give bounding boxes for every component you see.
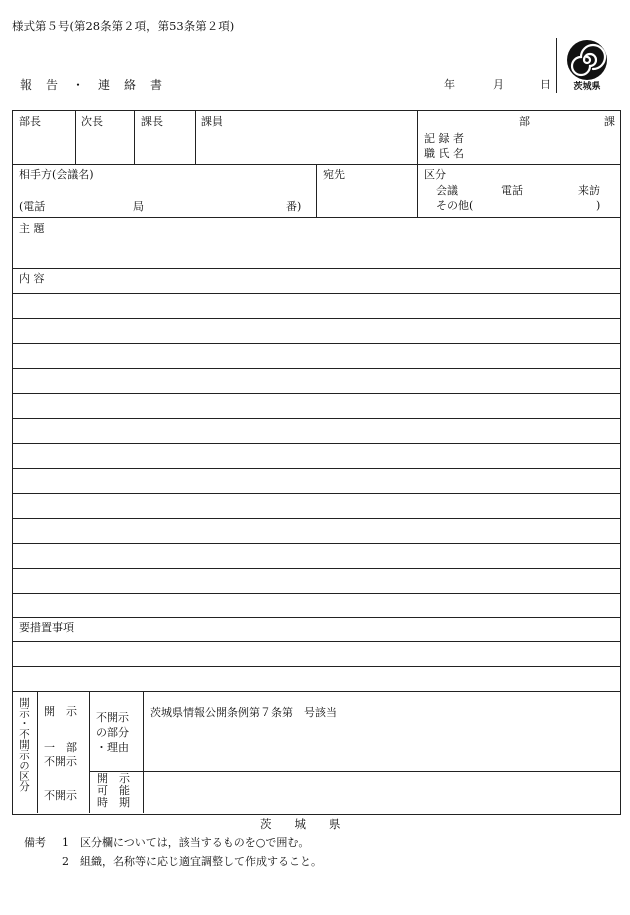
- category-other: その他(: [436, 199, 474, 212]
- category-label: 区分: [424, 168, 446, 181]
- form-title: 報 告 ・ 連 絡 書: [20, 78, 164, 92]
- ichibu-option-line2: 不開示: [44, 755, 77, 768]
- content-label: 内 容: [19, 272, 45, 285]
- ka-label: 課: [604, 115, 615, 128]
- prefecture-logo: [565, 38, 609, 94]
- note-1-text: 区分欄については，該当するものを○で囲む。: [80, 836, 310, 849]
- note-2-number: 2: [62, 855, 69, 868]
- category-visit: 来訪: [578, 184, 600, 197]
- ichibu-option-line1: 一 部: [44, 741, 77, 754]
- kaiji-option: 開 示: [44, 705, 77, 718]
- category-meeting: 会議: [436, 184, 458, 197]
- station-label: 局: [133, 200, 144, 213]
- date-day-label: 日: [540, 78, 551, 91]
- category-phone: 電話: [501, 184, 523, 197]
- ibaraki-emblem-icon: [565, 38, 609, 82]
- counterpart-label: 相手方(会議名): [19, 168, 94, 181]
- note-1-number: 1: [62, 836, 69, 849]
- number-label: 番): [286, 200, 302, 213]
- footer-prefecture: 茨 城 県: [260, 817, 341, 831]
- category-other-close: ): [596, 199, 601, 212]
- recorder-label: 記 録 者: [424, 132, 464, 145]
- undisclosed-label-3: ・理由: [96, 741, 129, 754]
- jicho-label: 次長: [81, 115, 103, 128]
- date-month-label: 月: [493, 78, 504, 91]
- kacho-label: 課長: [141, 115, 163, 128]
- fukaiji-option: 不開示: [44, 789, 77, 802]
- logo-caption: 茨城県: [573, 82, 601, 92]
- bucho-label: 部長: [19, 115, 41, 128]
- disclosure-category-label: 開示・不開示の区分: [18, 697, 30, 792]
- phone-label: (電話: [19, 200, 46, 213]
- subject-label: 主 題: [19, 222, 45, 235]
- possible-time-2: 可 能: [97, 784, 130, 797]
- ordinance-text: 茨城県情報公開条例第７条第 号該当: [150, 706, 337, 719]
- header-divider: [556, 38, 557, 93]
- action-items-label: 要措置事項: [19, 621, 74, 634]
- notes-label: 備考: [24, 836, 46, 849]
- undisclosed-label-2: の部分: [96, 726, 129, 739]
- addressee-label: 宛先: [323, 168, 345, 181]
- form-number: 様式第５号(第28条第２項，第53条第２項): [12, 19, 235, 33]
- possible-time-1: 開 示: [97, 772, 130, 785]
- staff-name-label: 職 氏 名: [424, 147, 464, 160]
- bu-label: 部: [519, 115, 530, 128]
- undisclosed-label-1: 不開示: [96, 711, 129, 724]
- note-2-text: 組織，名称等に応じ適宜調整して作成すること。: [80, 855, 322, 868]
- possible-time-3: 時 期: [97, 796, 130, 809]
- kain-label: 課員: [201, 115, 223, 128]
- date-year-label: 年: [444, 78, 455, 91]
